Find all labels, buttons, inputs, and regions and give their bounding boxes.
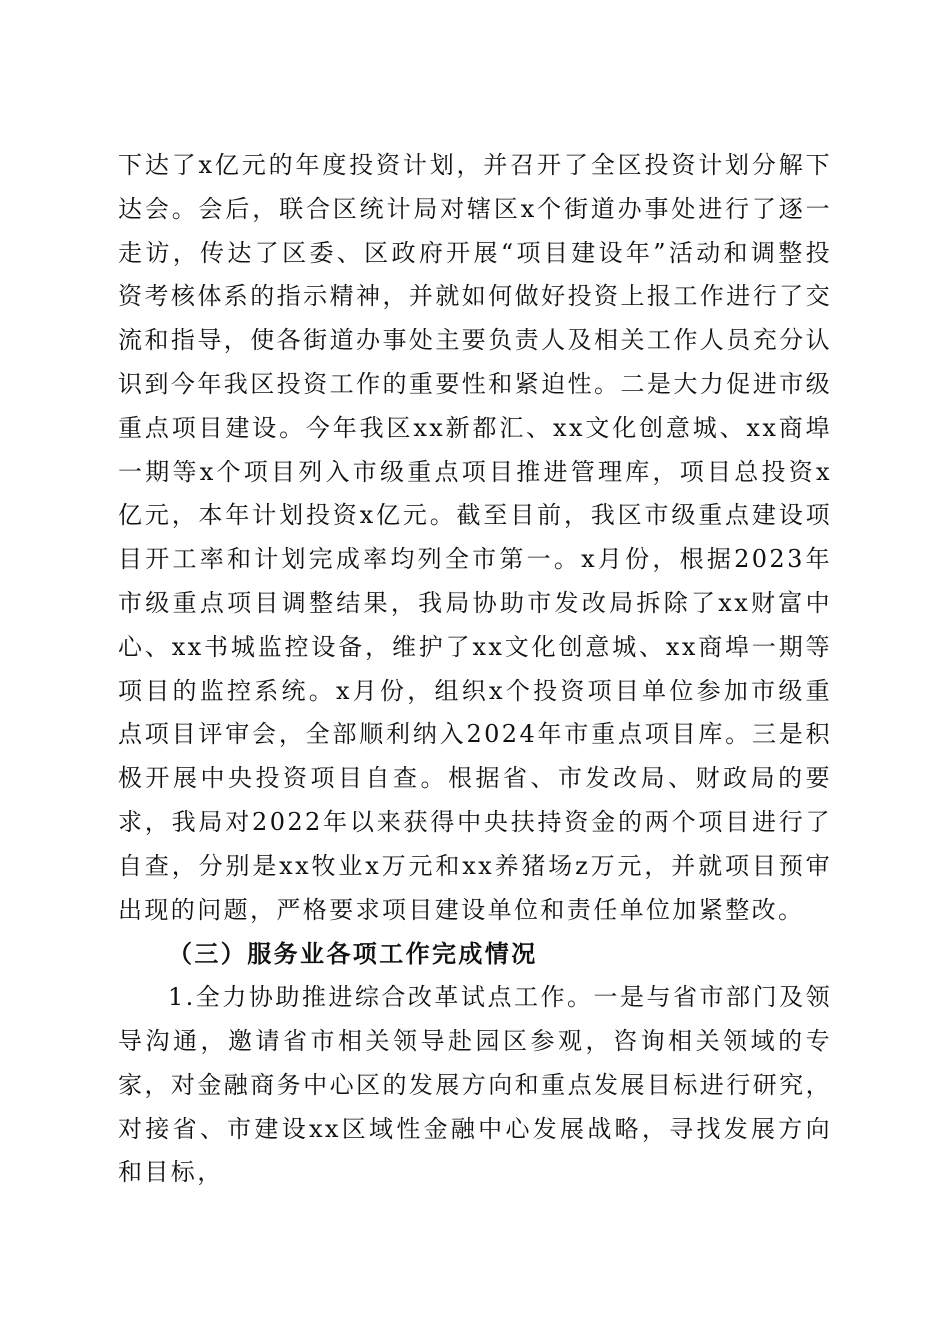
body-paragraph-item-1: 1.全力协助推进综合改革试点工作。一是与省市部门及领导沟通，邀请省市相关领导赴园区参观，咨询相关领域的专家，对金融商务中心区的发展方向和重点发展目标进行研究，对接省、市建设xx区域性金融中心发展战略，寻找发展方向和目标， [118,983,832,1187]
body-paragraph-continuation: 下达了x亿元的年度投资计划，并召开了全区投资计划分解下达会。会后，联合区统计局对辖区x个街道办事处进行了逐一走访，传达了区委、区政府开展“项目建设年”活动和调整投资考核体系的指示精神，并就如何做好投资上报工作进行了交流和指导，使各街道办事处主要负责人及相关工作人员充分认识到今年我区投资工作的重要性和紧迫性。二是大力促进市级重点项目建设。今年我区xx新都汇、xx文化创意城、xx商埠一期等x个项目列入市级重点项目推进管理库，项目总投资x亿元，本年计划投资x亿元。截至目前，我区市级重点建设项目开工率和计划完成率均列全市第一。x月份，根据2023年市级重点项目调整结果，我局协助市发改局拆除了xx财富中心、xx书城监控设备，维护了xx文化创意城、xx商埠一期等项目的监控系统。x月份，组织x个投资项目单位参加市级重点项目评审会，全部顺利纳入2024年市重点项目库。三是积极开展中央投资项目自查。根据省、市发改局、财政局的要求，我局对2022年以来获得中央扶持资金的两个项目进行了自查，分别是xx牧业x万元和xx养猪场z万元，并就项目预审出现的问题，严格要求项目建设单位和责任单位加紧整改。 [118,151,832,924]
section-heading: （三）服务业各项工作完成情况 [168,939,538,969]
document-page [118,144,832,1195]
